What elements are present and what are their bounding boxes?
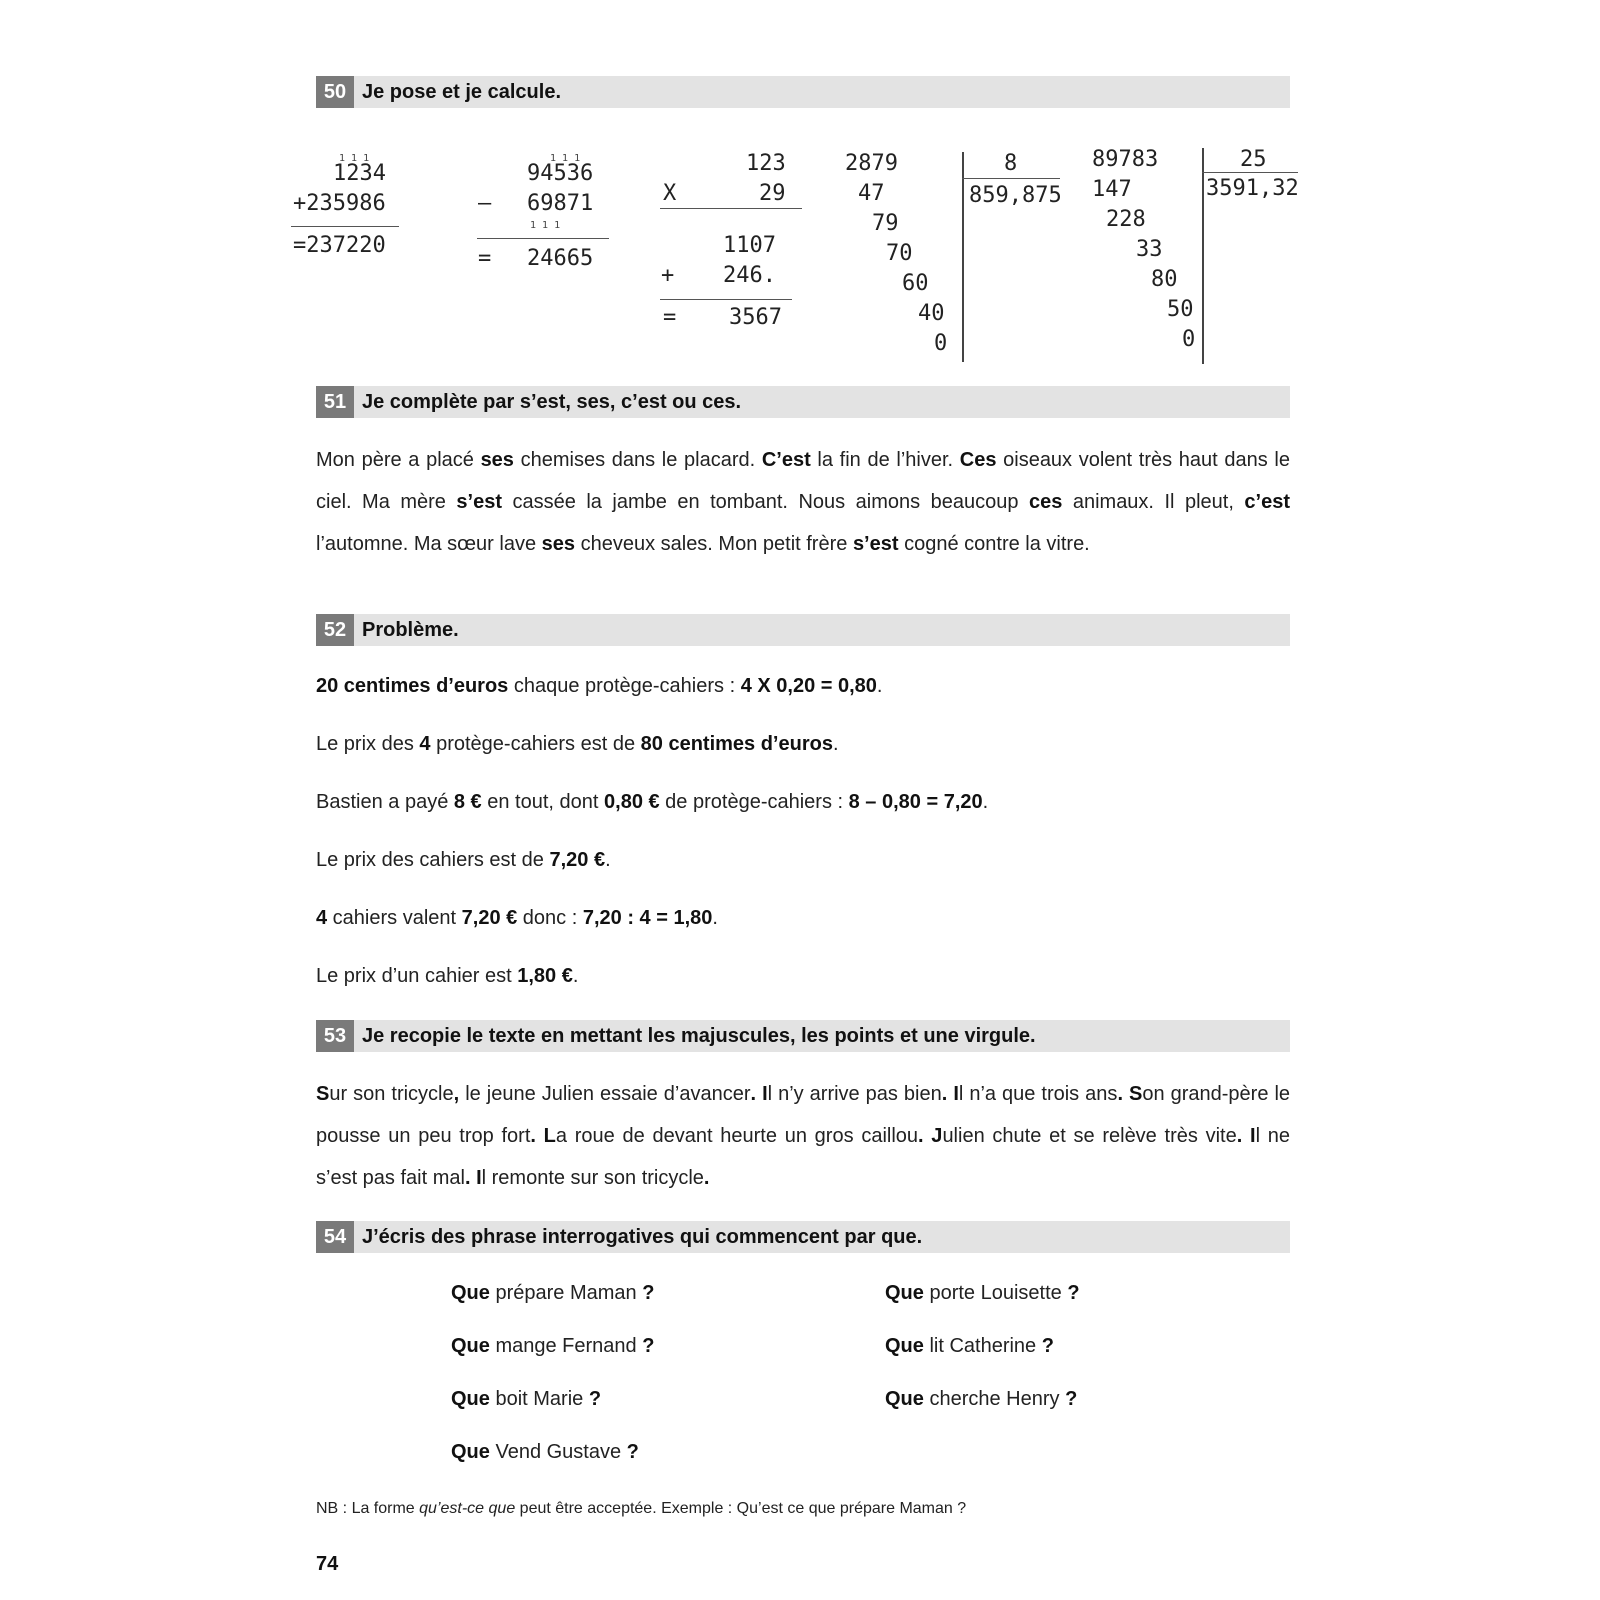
text-run: a roue de devant heurte un gros caillou <box>555 1125 919 1147</box>
exercise-51-paragraph <box>316 439 1290 565</box>
bold-text: 7,20 € <box>461 907 518 929</box>
bold-text: 7,20 : 4 = 1,80 <box>582 907 713 929</box>
exercise-number: 51 <box>316 386 354 418</box>
division-step: 60 <box>902 271 929 296</box>
text-run: la fin de l’hiver. <box>810 449 960 471</box>
text-run: l n’a que trois ans <box>958 1083 1118 1105</box>
divisor: 8 <box>1004 151 1018 176</box>
dividend: 89783 <box>1092 147 1159 172</box>
exercise-53-header <box>316 1020 1290 1052</box>
exercise-number: 54 <box>316 1221 354 1253</box>
carry-digits-bottom: 1 1 1 <box>530 220 561 231</box>
result: 3567 <box>729 305 782 330</box>
bold-text: 8 € <box>453 791 482 813</box>
text-run: de protège-cahiers : <box>659 791 849 813</box>
division-bar <box>1202 148 1204 364</box>
exercise-number: 53 <box>316 1020 354 1052</box>
question-item: Que cherche Henry ? <box>885 1388 1078 1410</box>
exercise-title: Problème. <box>362 619 459 641</box>
division-step: 228 <box>1106 207 1146 232</box>
equals-sign: = <box>663 305 677 330</box>
bold-text: ses <box>541 533 576 555</box>
bold-text: S <box>316 1083 330 1105</box>
text-run: le jeune Julien essaie d’avancer <box>459 1083 751 1105</box>
bold-text: 7,20 € <box>549 849 606 871</box>
division-step: 147 <box>1092 177 1132 202</box>
text-run: cahiers valent <box>327 907 462 929</box>
bold-text: . I <box>464 1167 482 1189</box>
text-run: ulien chute et se relève très vite <box>942 1125 1237 1147</box>
multiplication-rule-1 <box>660 208 802 209</box>
operand-b: 69871 <box>527 191 594 216</box>
bold-text: , <box>453 1083 460 1105</box>
division-step: 47 <box>858 181 885 206</box>
text-run: l ne s’est pas fait mal <box>316 1125 1290 1189</box>
text-run: en tout, dont <box>481 791 605 813</box>
text-run: Le prix des cahiers est de <box>316 849 550 871</box>
result: 24665 <box>527 246 594 271</box>
text-run: Le prix d’un cahier est <box>316 965 518 987</box>
bold-text: s’est <box>456 491 502 513</box>
bold-text: . J <box>918 1125 943 1147</box>
exercise-50-header <box>316 76 1290 108</box>
operand-b: +235986 <box>293 191 386 216</box>
bold-text: s’est <box>852 533 899 555</box>
minus-sign: – <box>478 191 492 216</box>
carry-digits-top: 1 1 1 <box>550 153 581 164</box>
exercise-title: J’écris des phrase interrogatives qui commencent par que. <box>362 1226 923 1248</box>
text-run: cassée la jambe en tombant. Nous aimons beaucoup <box>502 491 1029 513</box>
text-run: cogné contre la vitre. <box>898 533 1090 555</box>
problem-line <box>316 791 988 814</box>
question-item: Que lit Catherine ? <box>885 1335 1054 1357</box>
problem-line <box>316 675 882 698</box>
text-run: . <box>605 849 611 871</box>
question-item: Que boit Marie ? <box>451 1388 602 1410</box>
exercise-54-header <box>316 1221 1290 1253</box>
exercise-51-header <box>316 386 1290 418</box>
text-run: chemises dans le placard. <box>513 449 762 471</box>
operand-a: 1234 <box>333 161 386 186</box>
quotient: 859,875 <box>969 183 1062 208</box>
dividend: 2879 <box>845 151 898 176</box>
division-bar <box>962 152 964 362</box>
division-step: 80 <box>1151 267 1178 292</box>
problem-line <box>316 849 611 872</box>
text-run: protège-cahiers est de <box>430 733 641 755</box>
exercise-53-paragraph <box>316 1073 1290 1199</box>
division-step: 50 <box>1167 297 1194 322</box>
text-run: l n’y arrive pas bien <box>767 1083 942 1105</box>
bold-text: 4 X 0,20 = 0,80 <box>740 675 877 697</box>
text-run: animaux. Il pleut, <box>1062 491 1245 513</box>
divisor-rule <box>962 178 1060 179</box>
text-run: oiseaux volent très haut dans le ciel. Ma mère <box>316 449 1290 513</box>
text-run: Bastien a payé <box>316 791 454 813</box>
bold-text: . I <box>1236 1125 1256 1147</box>
subtraction-rule <box>477 238 609 239</box>
exercise-title: Je pose et je calcule. <box>362 81 561 103</box>
carry-digits: 1 1 1 <box>339 153 370 164</box>
question-item: Que prépare Maman ? <box>451 1282 655 1304</box>
bold-text: ses <box>480 449 514 471</box>
result: =237220 <box>293 233 386 258</box>
bold-text: . I <box>750 1083 768 1105</box>
text-run: on grand-père le pousse un peu trop fort <box>316 1083 1291 1147</box>
multiplication-rule-2 <box>660 299 792 300</box>
bold-text: 20 centimes d’euros <box>316 675 509 697</box>
bold-text: 8 – 0,80 = 7,20 <box>848 791 983 813</box>
bold-text: ces <box>1028 491 1063 513</box>
plus-sign: + <box>661 263 675 288</box>
operand-a: 123 <box>746 151 786 176</box>
text-run: l’automne. Ma sœur lave <box>316 533 542 555</box>
addition-rule <box>291 226 399 227</box>
bold-text: c’est <box>1244 491 1290 513</box>
division-step: 70 <box>886 241 913 266</box>
bold-text: 1,80 € <box>517 965 573 987</box>
exercise-title: Je complète par s’est, ses, c’est ou ces. <box>362 391 742 413</box>
bold-text: 4 <box>316 907 328 929</box>
text-run: donc : <box>517 907 583 929</box>
problem-line <box>316 733 839 756</box>
question-item: Que Vend Gustave ? <box>451 1441 639 1463</box>
partial-product-1: 1107 <box>723 233 776 258</box>
text-run: cheveux sales. Mon petit frère <box>575 533 853 555</box>
divisor-rule <box>1202 172 1298 173</box>
text-run: Mon père a placé <box>316 449 481 471</box>
nb-note: NB : La forme qu’est-ce que peut être acceptée. Exemple : Qu’est ce que prépare Maman ? <box>316 1500 967 1517</box>
bold-text: . S <box>1117 1083 1143 1105</box>
page-number: 74 <box>316 1553 339 1575</box>
exercise-52-header <box>316 614 1290 646</box>
divisor: 25 <box>1240 147 1267 172</box>
bold-text: . I <box>941 1083 959 1105</box>
equals-sign: = <box>478 246 492 271</box>
bold-text: 4 <box>419 733 431 755</box>
text-run: chaque protège-cahiers : <box>508 675 741 697</box>
bold-text: 80 centimes d’euros <box>640 733 833 755</box>
quotient: 3591,32 <box>1206 176 1299 201</box>
division-step: 0 <box>1182 327 1196 352</box>
text-run: . <box>572 965 579 987</box>
text-run: . <box>982 791 989 813</box>
text-run: ur son tricycle <box>329 1083 454 1105</box>
bold-text: . <box>703 1167 710 1189</box>
text-run: Le prix des <box>316 733 420 755</box>
bold-text: C’est <box>761 449 811 471</box>
operand-b: 29 <box>759 181 786 206</box>
text-run: . <box>832 733 839 755</box>
text-run: . <box>712 907 718 929</box>
partial-product-2: 246. <box>723 263 776 288</box>
division-step: 0 <box>934 331 948 356</box>
bold-text: . L <box>530 1125 556 1147</box>
problem-line <box>316 965 578 988</box>
text-run: . <box>876 675 883 697</box>
division-step: 79 <box>872 211 899 236</box>
bold-text: 0,80 € <box>604 791 660 813</box>
times-sign: X <box>663 181 677 206</box>
bold-text: Ces <box>959 449 997 471</box>
division-step: 40 <box>918 301 945 326</box>
text-run: l remonte sur son tricycle <box>481 1167 704 1189</box>
division-step: 33 <box>1136 237 1163 262</box>
question-item: Que mange Fernand ? <box>451 1335 655 1357</box>
exercise-number: 52 <box>316 614 354 646</box>
problem-line <box>316 907 718 930</box>
operand-a: 94536 <box>527 161 594 186</box>
exercise-number: 50 <box>316 76 354 108</box>
question-item: Que porte Louisette ? <box>885 1282 1080 1304</box>
exercise-title: Je recopie le texte en mettant les majuscules, les points et une virgule. <box>362 1025 1036 1047</box>
